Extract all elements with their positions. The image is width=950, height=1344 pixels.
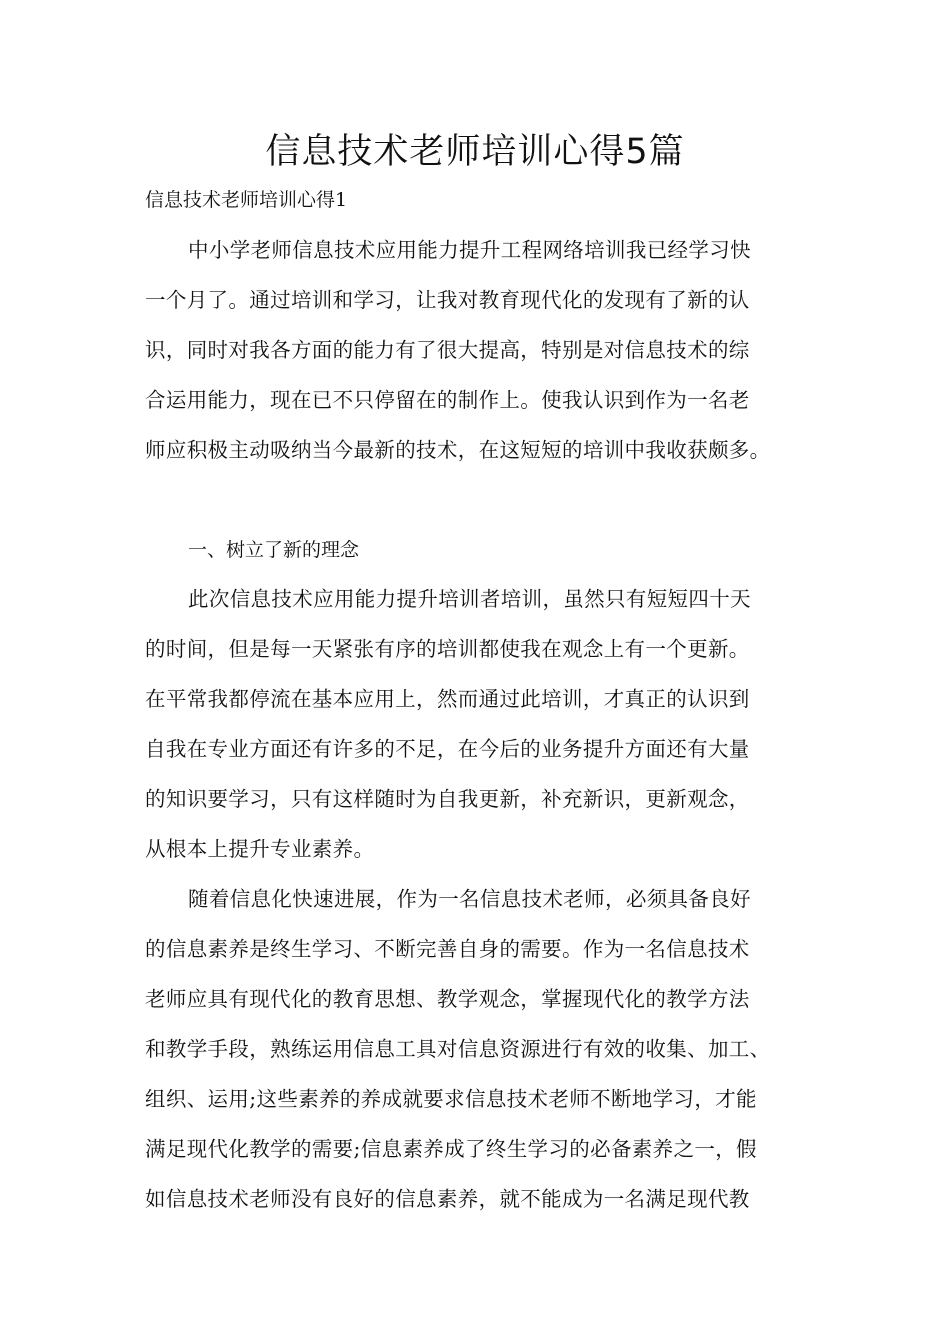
paragraph-1-line-1: 中小学老师信息技术应用能力提升工程网络培训我已经学习快 (188, 238, 751, 262)
paragraph-3-line-7: 如信息技术老师没有良好的信息素养，就不能成为一名满足现代教 (145, 1187, 750, 1211)
paragraph-3-line-4: 和教学手段，熟练运用信息工具对信息资源进行有效的收集、加工、 (145, 1037, 771, 1061)
paragraph-1-line-5: 师应积极主动吸纳当今最新的技术，在这短短的培训中我收获颇多。 (145, 438, 771, 462)
paragraph-3-line-3: 老师应具有现代化的教育思想、教学观念，掌握现代化的教学方法 (145, 987, 750, 1011)
paragraph-3-line-2: 的信息素养是终生学习、不断完善自身的需要。作为一名信息技术 (145, 937, 750, 961)
paragraph-2-line-6: 从根本上提升专业素养。 (145, 837, 375, 861)
document-subtitle: 信息技术老师培训心得1 (145, 189, 348, 211)
paragraph-3-line-5: 组织、运用;这些素养的养成就要求信息技术老师不断地学习，才能 (145, 1087, 757, 1111)
paragraph-2-line-1: 此次信息技术应用能力提升培训者培训，虽然只有短短四十天 (188, 587, 751, 611)
paragraph-1-line-2: 一个月了。通过培训和学习，让我对教育现代化的发现有了新的认 (145, 288, 750, 312)
paragraph-2-line-4: 自我在专业方面还有许多的不足，在今后的业务提升方面还有大量 (145, 737, 750, 761)
paragraph-2-line-3: 在平常我都停流在基本应用上，然而通过此培训，才真正的认识到 (145, 687, 750, 711)
paragraph-2-line-5: 的知识要学习，只有这样随时为自我更新，补充新识，更新观念， (145, 787, 750, 811)
paragraph-2-line-2: 的时间，但是每一天紧张有序的培训都使我在观念上有一个更新。 (145, 637, 750, 661)
paragraph-3-line-1: 随着信息化快速进展，作为一名信息技术老师，必须具备良好 (188, 887, 751, 911)
paragraph-1-line-4: 合运用能力，现在已不只停留在的制作上。使我认识到作为一名老 (145, 388, 750, 412)
section-heading: 一、树立了新的理念 (188, 539, 360, 561)
paragraph-3-line-6: 满足现代化教学的需要;信息素养成了终生学习的必备素养之一，假 (145, 1137, 757, 1161)
document-title: 信息技术老师培训心得5篇 (265, 132, 685, 172)
paragraph-1-line-3: 识，同时对我各方面的能力有了很大提高，特别是对信息技术的综 (145, 338, 750, 362)
